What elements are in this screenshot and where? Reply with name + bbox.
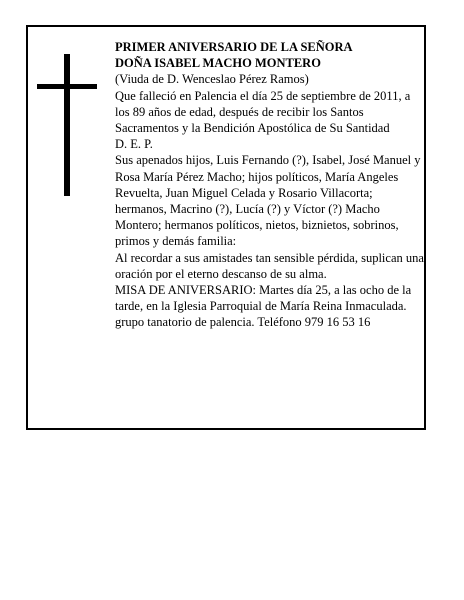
notice-title-line-2: DOÑA ISABEL MACHO MONTERO bbox=[115, 56, 321, 71]
cross-icon bbox=[37, 54, 97, 196]
prayer-request: Al recordar a sus amistades tan sensible pérdida, suplican una oración por el eterno descanso de su alma. bbox=[115, 250, 424, 281]
notice-title-line-1: PRIMER ANIVERSARIO DE LA SEÑORA bbox=[115, 40, 353, 54]
widow-of-line: (Viuda de D. Wenceslao Pérez Ramos) bbox=[115, 72, 309, 87]
rip-line: D. E. P. bbox=[115, 137, 153, 152]
funeral-home-contact: grupo tanatorio de palencia. Teléfono 979 16 53 16 bbox=[115, 315, 371, 330]
obituary-text bbox=[115, 39, 425, 331]
cross-horizontal-bar bbox=[37, 84, 97, 89]
mass-info: MISA DE ANIVERSARIO: Martes día 25, a las ocho de la tarde, en la Iglesia Parroquial de María Reina Inmaculada. bbox=[115, 283, 412, 314]
cross-vertical-bar bbox=[64, 54, 70, 196]
family-list: Sus apenados hijos, Luis Fernando (?), Isabel, José Manuel y Rosa María Pérez Macho; hijos políticos, María Angeles Revuelta, Juan Miguel Celada y Rosario Villacorta; hermanos, Macrino (?), Lucía (?) y Víctor (?) Macho Montero; hermanos políticos, nietos, biznietos, sobrinos, primos y demás familia: bbox=[115, 153, 421, 249]
death-info: Que falleció en Palencia el día 25 de septiembre de 2011, a los 89 años de edad, después de recibir los Santos Sacramentos y la Bendición Apostólica de Su Santidad bbox=[115, 88, 411, 136]
